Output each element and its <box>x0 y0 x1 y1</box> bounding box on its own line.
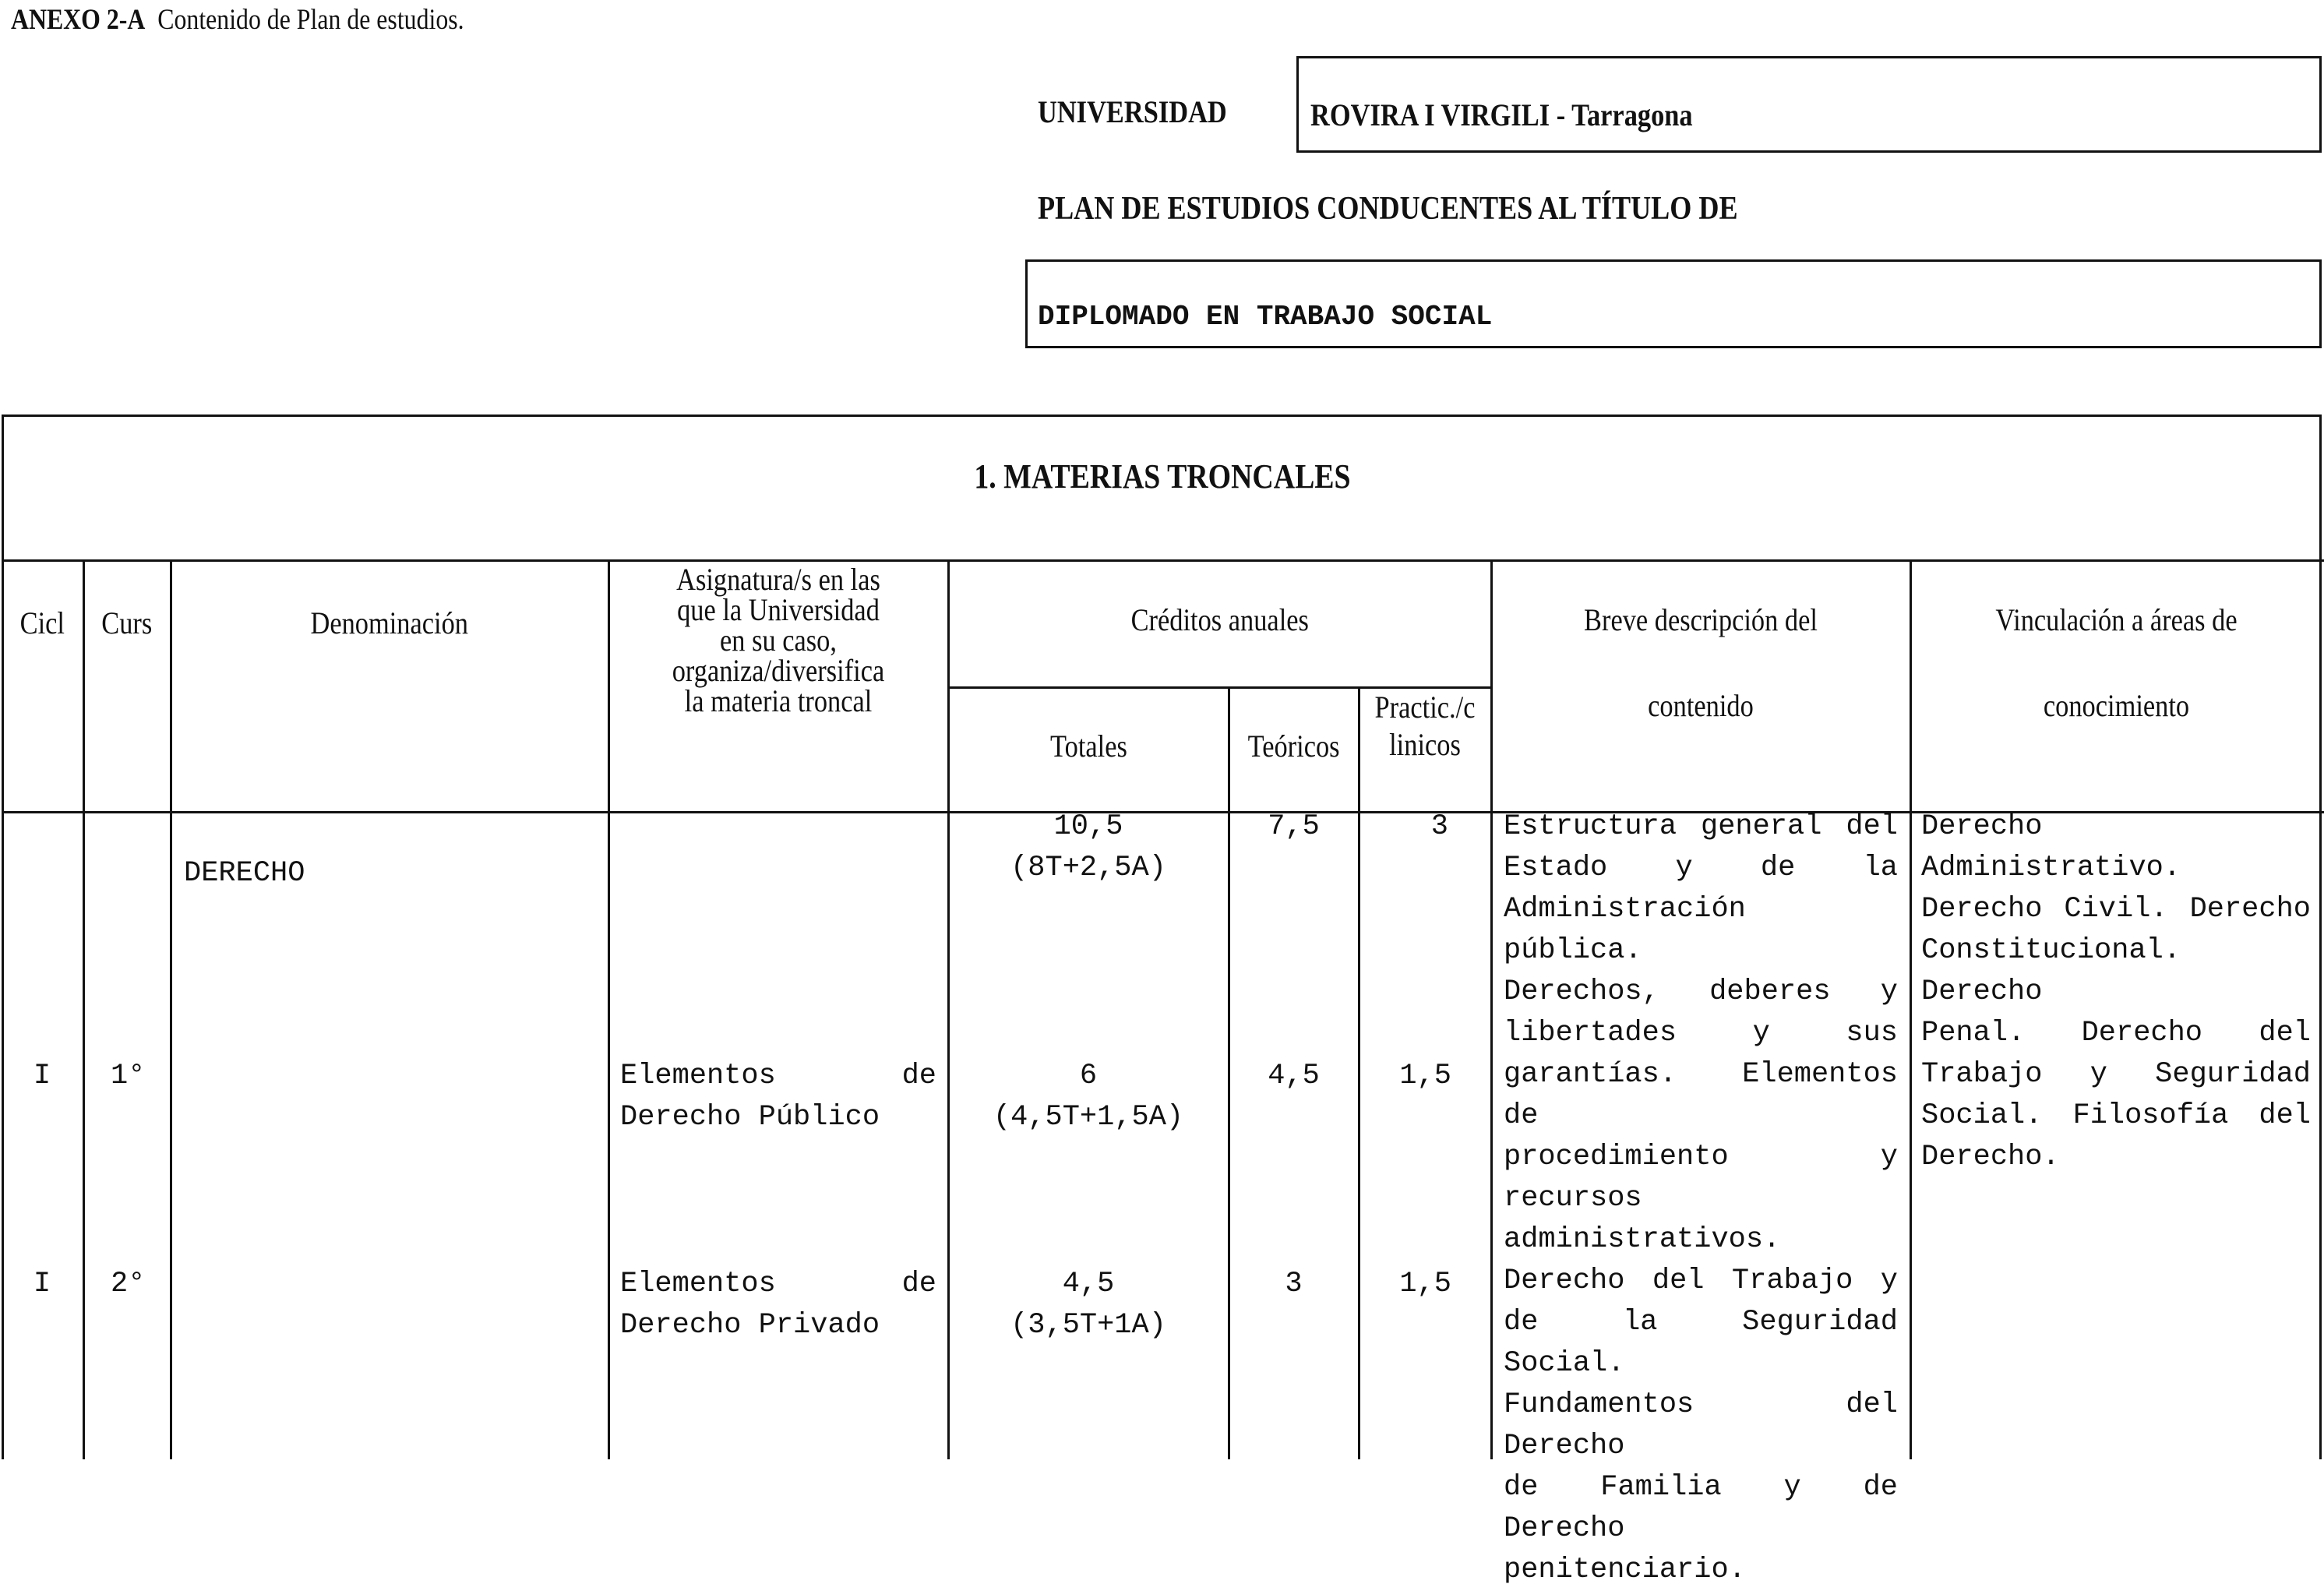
header-totales: Totales <box>1049 728 1127 764</box>
materia-totales: 10,5 <box>1053 810 1123 843</box>
materia-descripcion <box>1504 806 1898 1591</box>
descripcion-line: de Familia y de Derecho <box>1504 1471 1898 1545</box>
descripcion-line: administrativos. <box>1504 1223 1781 1256</box>
materia-vinculacion <box>1921 806 2311 1178</box>
materia-teoricos: 7,5 <box>1268 810 1320 843</box>
annex-text: Contenido de Plan de estudios. <box>157 4 464 36</box>
asignatura-line: Derecho Privado <box>620 1309 880 1342</box>
materia-practicos: 3 <box>1430 810 1448 843</box>
row-2-practicos: 1,5 <box>1399 1268 1451 1300</box>
row-2-teoricos: 3 <box>1285 1268 1303 1300</box>
row-2-ciclo: I <box>33 1268 51 1300</box>
asignatura-line: Elementos de <box>620 1060 936 1092</box>
descripcion-line: Estado y de la <box>1504 852 1898 884</box>
table-rule <box>83 561 85 1459</box>
header-ciclo: Cicl <box>19 605 65 640</box>
table-rule <box>947 686 1492 689</box>
section-title: 1. MATERIAS TRONCALES <box>973 457 1351 496</box>
vinculacion-line: Penal. Derecho del <box>1921 1017 2311 1049</box>
row-2-asignatura <box>620 1264 936 1346</box>
header-descripcion: Breve descripción del contenido <box>1584 602 1818 723</box>
row-1-ciclo: I <box>33 1060 51 1092</box>
annex-heading <box>11 3 464 37</box>
row-2-totales: 4,5 <box>1062 1268 1115 1300</box>
plan-label: PLAN DE ESTUDIOS CONDUCENTES AL TÍTULO DE <box>1038 191 1738 227</box>
university-value: ROVIRA I VIRGILI - Tarragona <box>1310 97 1693 132</box>
row-1-curso: 1° <box>111 1060 146 1092</box>
descripcion-line: penitenciario. <box>1504 1554 1746 1586</box>
table-rule <box>2 559 2324 562</box>
vinculacion-line: Derecho Administrativo. <box>1921 810 2181 884</box>
materia-denominacion: DERECHO <box>184 857 305 890</box>
descripcion-line: Derechos, deberes y <box>1504 975 1898 1008</box>
header-vinculacion: Vinculación a áreas de conocimiento <box>1995 602 2238 723</box>
descripcion-line: recursos <box>1504 1182 1642 1215</box>
header-teoricos: Teóricos <box>1247 728 1340 764</box>
header-denominacion: Denominación <box>310 605 469 640</box>
annex-label: ANEXO 2-A <box>11 4 146 36</box>
asignatura-line: Elementos de <box>620 1268 936 1300</box>
header-practicos: Practic./c linicos <box>1374 690 1476 762</box>
row-2-curso: 2° <box>111 1268 146 1300</box>
vinculacion-line: Social. Filosofía del <box>1921 1099 2311 1132</box>
materia-totales-detalle: (8T+2,5A) <box>1010 852 1166 884</box>
table-rule <box>170 561 172 1459</box>
row-1-practicos: 1,5 <box>1399 1060 1451 1092</box>
degree-title-value: DIPLOMADO EN TRABAJO SOCIAL <box>1038 301 1493 333</box>
vinculacion-line: Trabajo y Seguridad <box>1921 1058 2311 1091</box>
descripcion-line: procedimiento y <box>1504 1141 1898 1173</box>
row-2-totales-detalle: (3,5T+1A) <box>1010 1309 1166 1342</box>
descripcion-line: Derecho del Trabajo y <box>1504 1265 1898 1297</box>
header-curso: Curs <box>101 605 153 640</box>
row-1-asignatura <box>620 1056 936 1138</box>
vinculacion-line: Constitucional. Derecho <box>1921 934 2181 1008</box>
header-asignaturas: Asignatura/s en las que la Universidad en su caso, organiza/diversifica la materia troncal <box>672 562 885 718</box>
asignatura-line: Derecho Público <box>620 1101 880 1134</box>
descripcion-line: Fundamentos del Derecho <box>1504 1388 1898 1462</box>
descripcion-line: libertades y sus <box>1504 1017 1898 1049</box>
vinculacion-line: Derecho. <box>1921 1141 2060 1173</box>
row-1-teoricos: 4,5 <box>1268 1060 1320 1092</box>
descripcion-line: garantías. Elementos de <box>1504 1058 1898 1132</box>
vinculacion-line: Derecho Civil. Derecho <box>1921 893 2311 926</box>
descripcion-line: Administración pública. <box>1504 893 1746 967</box>
university-label: UNIVERSIDAD <box>1038 94 1227 129</box>
descripcion-line: de la Seguridad Social. <box>1504 1306 1898 1380</box>
row-1-totales: 6 <box>1079 1060 1098 1092</box>
descripcion-line: Estructura general del <box>1504 810 1898 843</box>
row-1-totales-detalle: (4,5T+1,5A) <box>993 1101 1184 1134</box>
header-creditos: Créditos anuales <box>1130 602 1309 637</box>
